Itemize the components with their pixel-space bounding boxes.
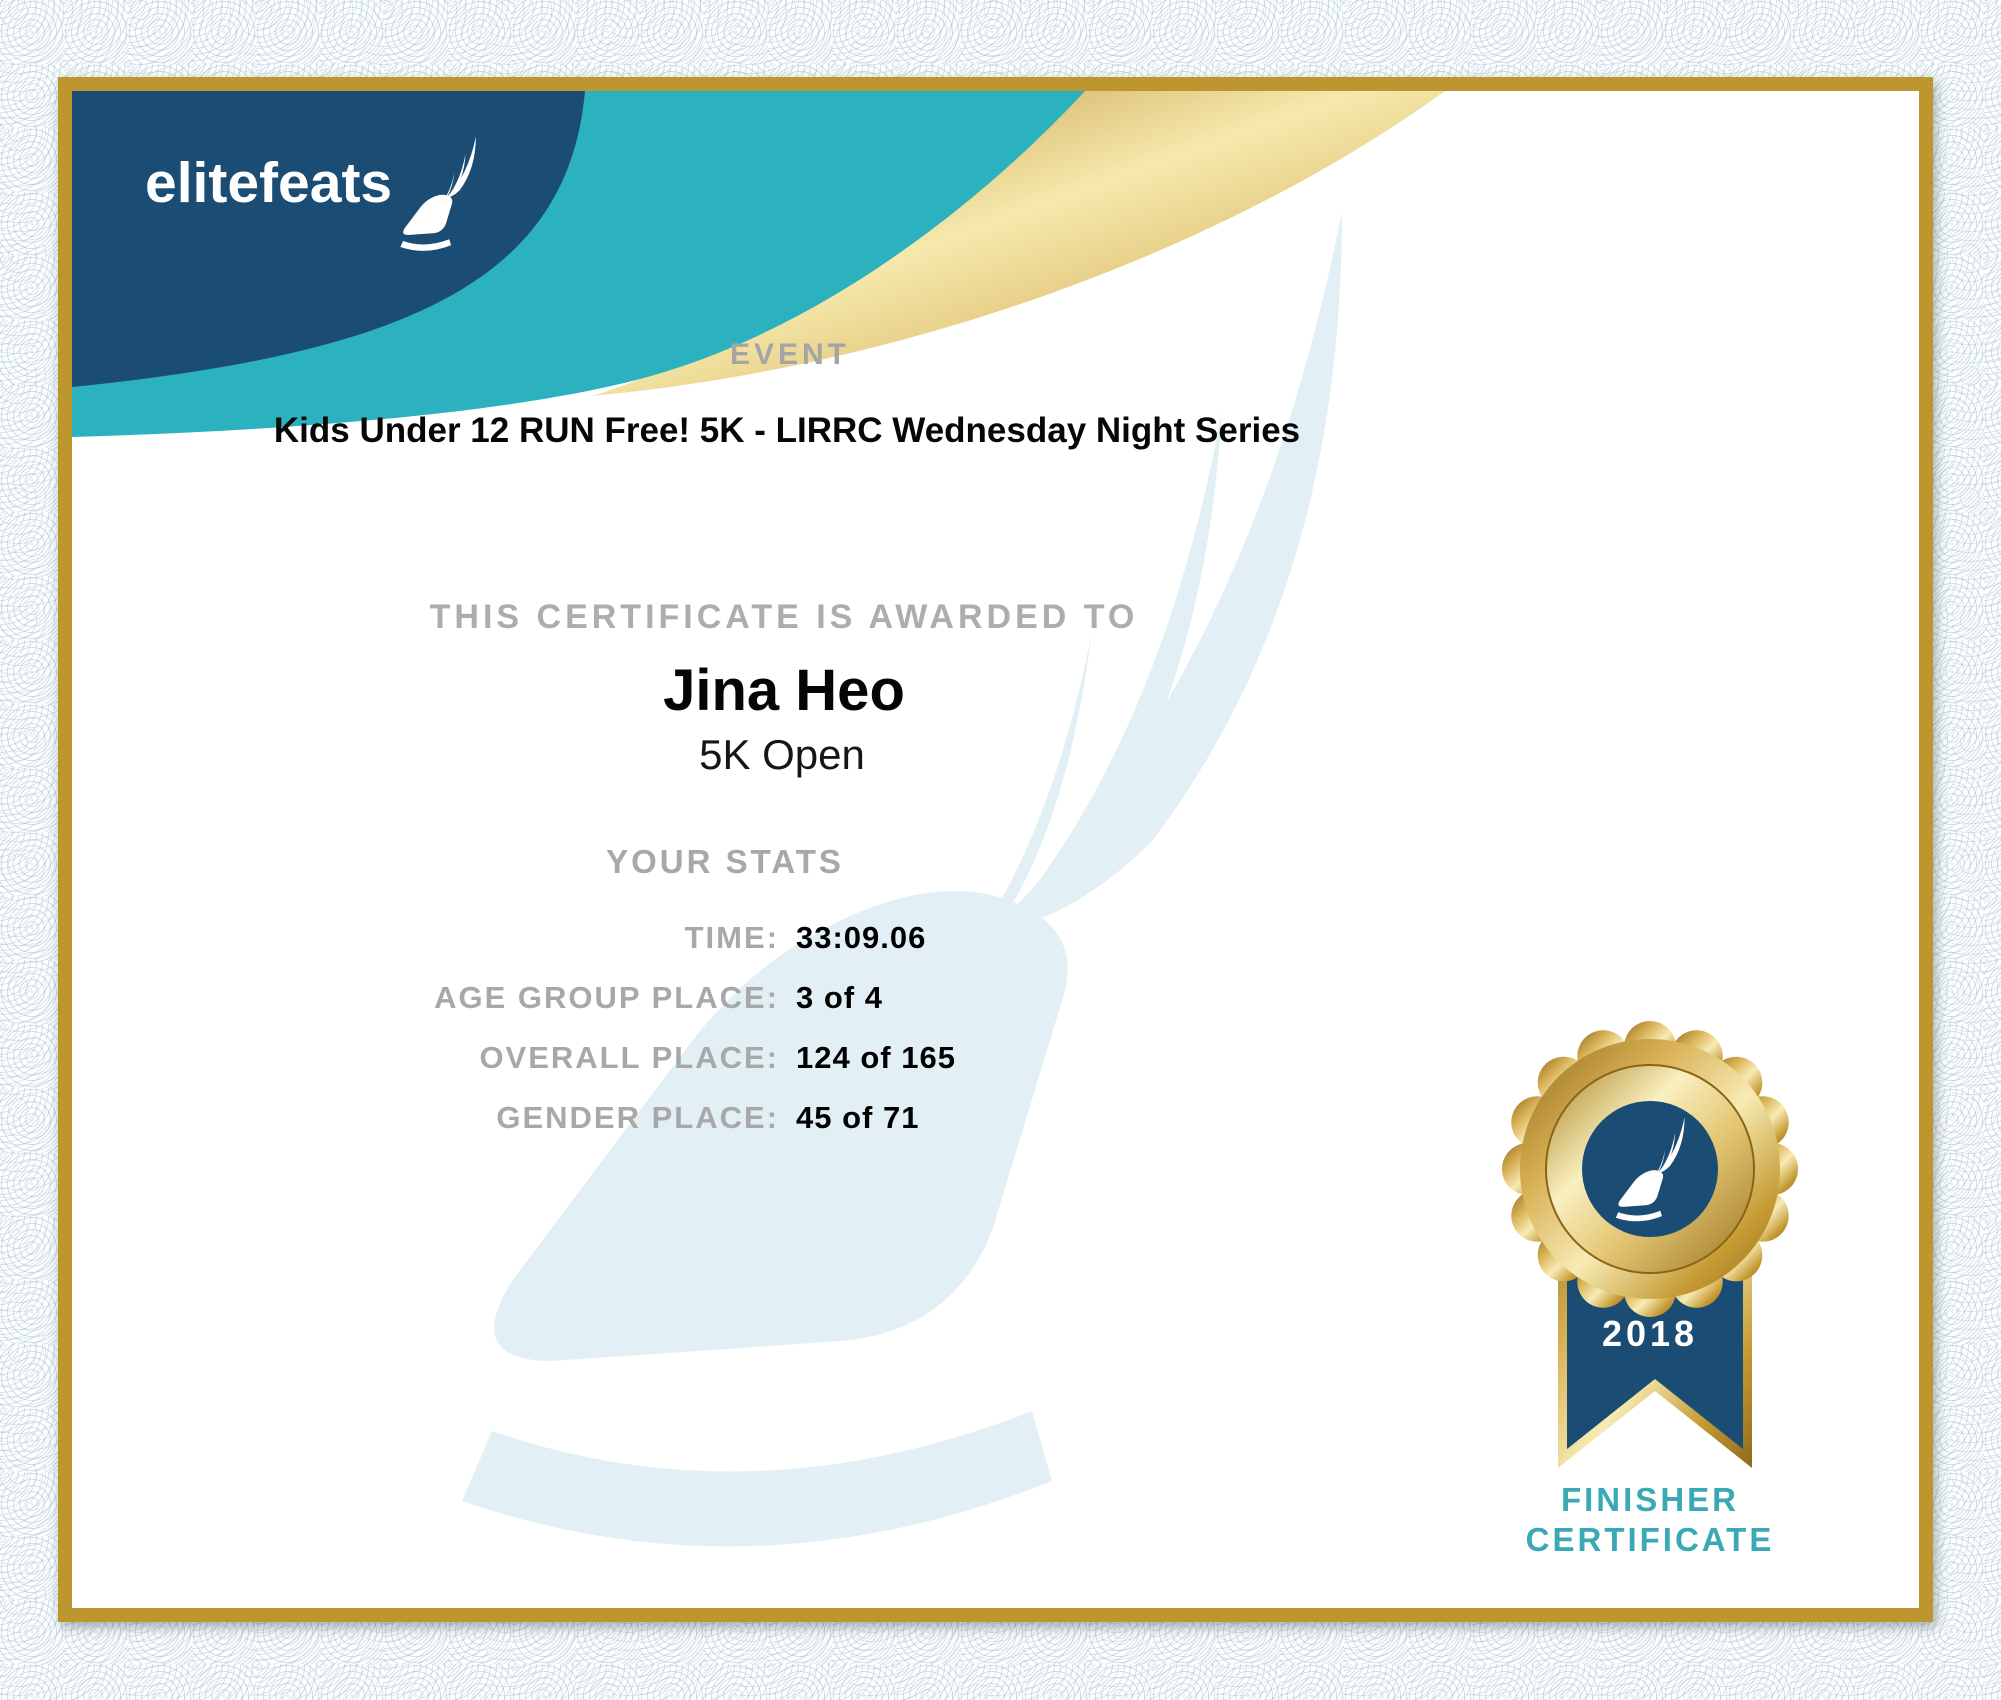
- awarded-to-heading: THIS CERTIFICATE IS AWARDED TO: [429, 598, 1139, 636]
- stat-value: 45 of 71: [796, 1100, 920, 1135]
- badge-year: 2018: [1601, 1313, 1699, 1354]
- event-heading: EVENT: [729, 338, 851, 371]
- stat-value: 3 of 4: [796, 980, 883, 1015]
- race-division: 5K Open: [699, 731, 865, 778]
- brand-name: elitefeats: [145, 151, 393, 215]
- finisher-certificate-label: [1526, 1480, 1775, 1560]
- event-title: Kids Under 12 RUN Free! 5K - LIRRC Wednesday Night Series: [273, 411, 1301, 450]
- recipient-name: Jina Heo: [663, 658, 905, 723]
- stats-table: [72, 908, 1472, 1148]
- stat-row-gender-place: [72, 1088, 1472, 1148]
- stat-label: TIME:: [684, 920, 779, 955]
- stat-label: OVERALL PLACE:: [479, 1040, 779, 1075]
- stat-label: GENDER PLACE:: [496, 1100, 779, 1135]
- stat-row-age-group-place: [72, 968, 1472, 1028]
- brand-logo: [145, 151, 482, 253]
- stat-value: 33:09.06: [796, 920, 927, 955]
- stat-value: 124 of 165: [796, 1040, 956, 1075]
- stats-heading: YOUR STATS: [606, 843, 844, 880]
- stat-label: AGE GROUP PLACE:: [434, 980, 779, 1015]
- stat-row-overall-place: [72, 1028, 1472, 1088]
- certificate-line: CERTIFICATE: [1525, 1521, 1775, 1558]
- winged-foot-icon: [396, 133, 482, 253]
- stat-row-time: [72, 908, 1472, 968]
- finisher-line: FINISHER: [1560, 1481, 1739, 1518]
- certificate-frame: [58, 77, 1933, 1622]
- header-swoosh-graphic: [72, 91, 1919, 451]
